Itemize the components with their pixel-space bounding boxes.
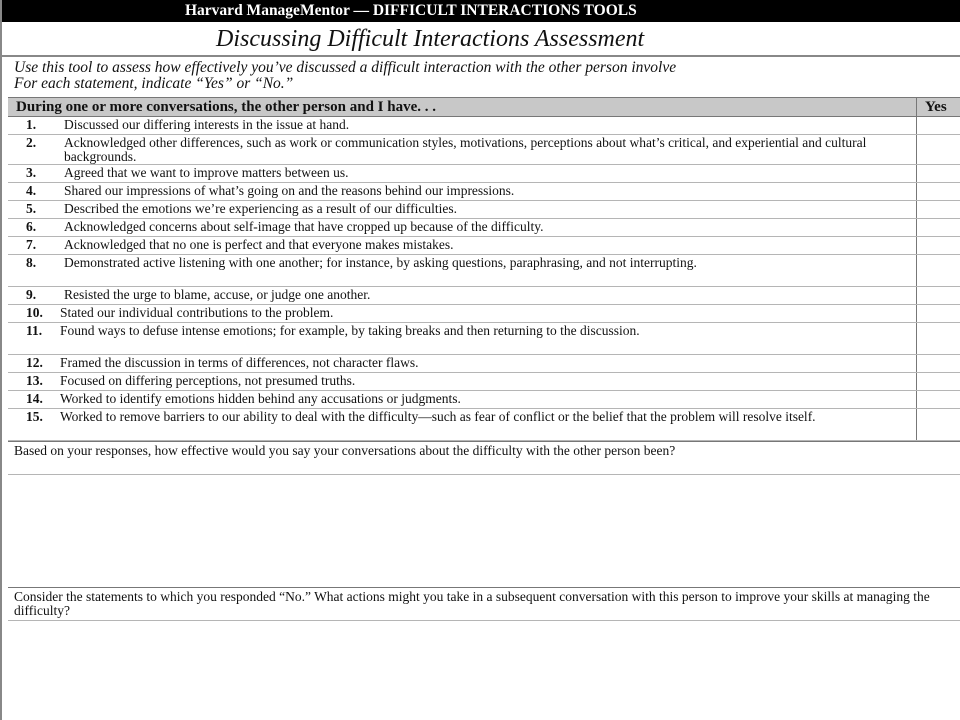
table-row <box>8 255 960 287</box>
instructions <box>14 60 960 92</box>
effectiveness-question: Based on your responses, how effective would you say your conversations about the difficulty with the other person been? <box>14 443 676 458</box>
statement-number: 2. <box>26 135 37 150</box>
yes-answer-cell[interactable] <box>916 287 960 304</box>
table-row <box>8 201 960 219</box>
statement-text: Acknowledged other differences, such as work or communication styles, motivations, perceptions about what’s critical, and experiential and cultural backgrounds. <box>64 135 867 164</box>
statement-text: Resisted the urge to blame, accuse, or judge one another. <box>64 287 371 302</box>
statement-number: 6. <box>26 219 37 234</box>
table-row <box>8 373 960 391</box>
yes-answer-cell[interactable] <box>916 165 960 182</box>
statement-number: 7. <box>26 237 37 252</box>
table-row <box>8 391 960 409</box>
statement-text: Focused on differing perceptions, not presumed truths. <box>60 373 356 388</box>
statement-number: 9. <box>26 287 37 302</box>
statement-text: Worked to remove barriers to our ability to deal with the difficulty—such as fear of conflict or the belief that the problem will resolve itself. <box>60 409 816 424</box>
tool-banner: Harvard ManageMentor — DIFFICULT INTERACTIONS TOOLS <box>2 0 960 22</box>
statement-text: Discussed our differing interests in the issue at hand. <box>64 117 350 132</box>
statement-number: 13. <box>26 373 43 388</box>
statement-number: 15. <box>26 409 43 424</box>
yes-answer-cell[interactable] <box>916 373 960 390</box>
actions-question: Consider the statements to which you responded “No.” What actions might you take in a subsequent conversation with this person to improve your skills at managing the difficulty? <box>14 589 930 618</box>
statement-column-header: During one or more conversations, the other person and I have. . . <box>16 99 436 115</box>
instructions-line-2: For each statement, indicate “Yes” or “No.” <box>14 75 294 92</box>
yes-answer-cell[interactable] <box>916 323 960 354</box>
table-row <box>8 305 960 323</box>
statement-text: Described the emotions we’re experiencing as a result of our difficulties. <box>64 201 457 216</box>
actions-answer-area[interactable] <box>8 621 960 720</box>
table-row <box>8 287 960 305</box>
yes-answer-cell[interactable] <box>916 255 960 286</box>
yes-answer-cell[interactable] <box>916 135 960 164</box>
statement-text: Acknowledged concerns about self-image that have cropped up because of the difficulty. <box>64 219 544 234</box>
table-row <box>8 237 960 255</box>
table-row <box>8 135 960 165</box>
table-row <box>8 165 960 183</box>
statement-number: 5. <box>26 201 37 216</box>
table-row <box>8 219 960 237</box>
title-divider <box>2 55 960 57</box>
effectiveness-answer-area[interactable] <box>8 475 960 585</box>
yes-answer-cell[interactable] <box>916 305 960 322</box>
page-title: Discussing Difficult Interactions Assessment <box>216 26 645 52</box>
yes-answer-cell[interactable] <box>916 409 960 440</box>
yes-answer-cell[interactable] <box>916 183 960 200</box>
yes-answer-cell[interactable] <box>916 117 960 134</box>
instructions-line-1: Use this tool to assess how effectively you’ve discussed a difficult interaction with the other person involve <box>14 59 677 76</box>
yes-answer-cell[interactable] <box>916 201 960 218</box>
statement-number: 1. <box>26 117 37 132</box>
statement-text: Worked to identify emotions hidden behind any accusations or judgments. <box>60 391 461 406</box>
yes-answer-cell[interactable] <box>916 355 960 372</box>
statement-text: Shared our impressions of what’s going on and the reasons behind our impressions. <box>64 183 515 198</box>
statement-number: 11. <box>26 323 43 338</box>
yes-answer-cell[interactable] <box>916 237 960 254</box>
statement-text: Framed the discussion in terms of differences, not character flaws. <box>60 355 419 370</box>
table-row <box>8 323 960 355</box>
yes-answer-cell[interactable] <box>916 391 960 408</box>
yes-answer-cell[interactable] <box>916 219 960 236</box>
statement-number: 12. <box>26 355 43 370</box>
assessment-table-header <box>8 97 960 117</box>
statement-text: Found ways to defuse intense emotions; for example, by taking breaks and then returning to the discussion. <box>60 323 640 338</box>
statement-number: 8. <box>26 255 37 270</box>
table-row <box>8 355 960 373</box>
statement-text: Stated our individual contributions to the problem. <box>60 305 334 320</box>
statement-number: 4. <box>26 183 37 198</box>
table-row <box>8 183 960 201</box>
table-row <box>8 409 960 441</box>
statement-number: 14. <box>26 391 43 406</box>
table-row <box>8 117 960 135</box>
statement-text: Agreed that we want to improve matters between us. <box>64 165 349 180</box>
statement-text: Demonstrated active listening with one another; for instance, by asking questions, paraphrasing, and not interrupting. <box>64 255 697 270</box>
statement-number: 10. <box>26 305 43 320</box>
statement-number: 3. <box>26 165 37 180</box>
yes-column-header: Yes <box>916 98 960 116</box>
statement-text: Acknowledged that no one is perfect and that everyone makes mistakes. <box>64 237 454 252</box>
